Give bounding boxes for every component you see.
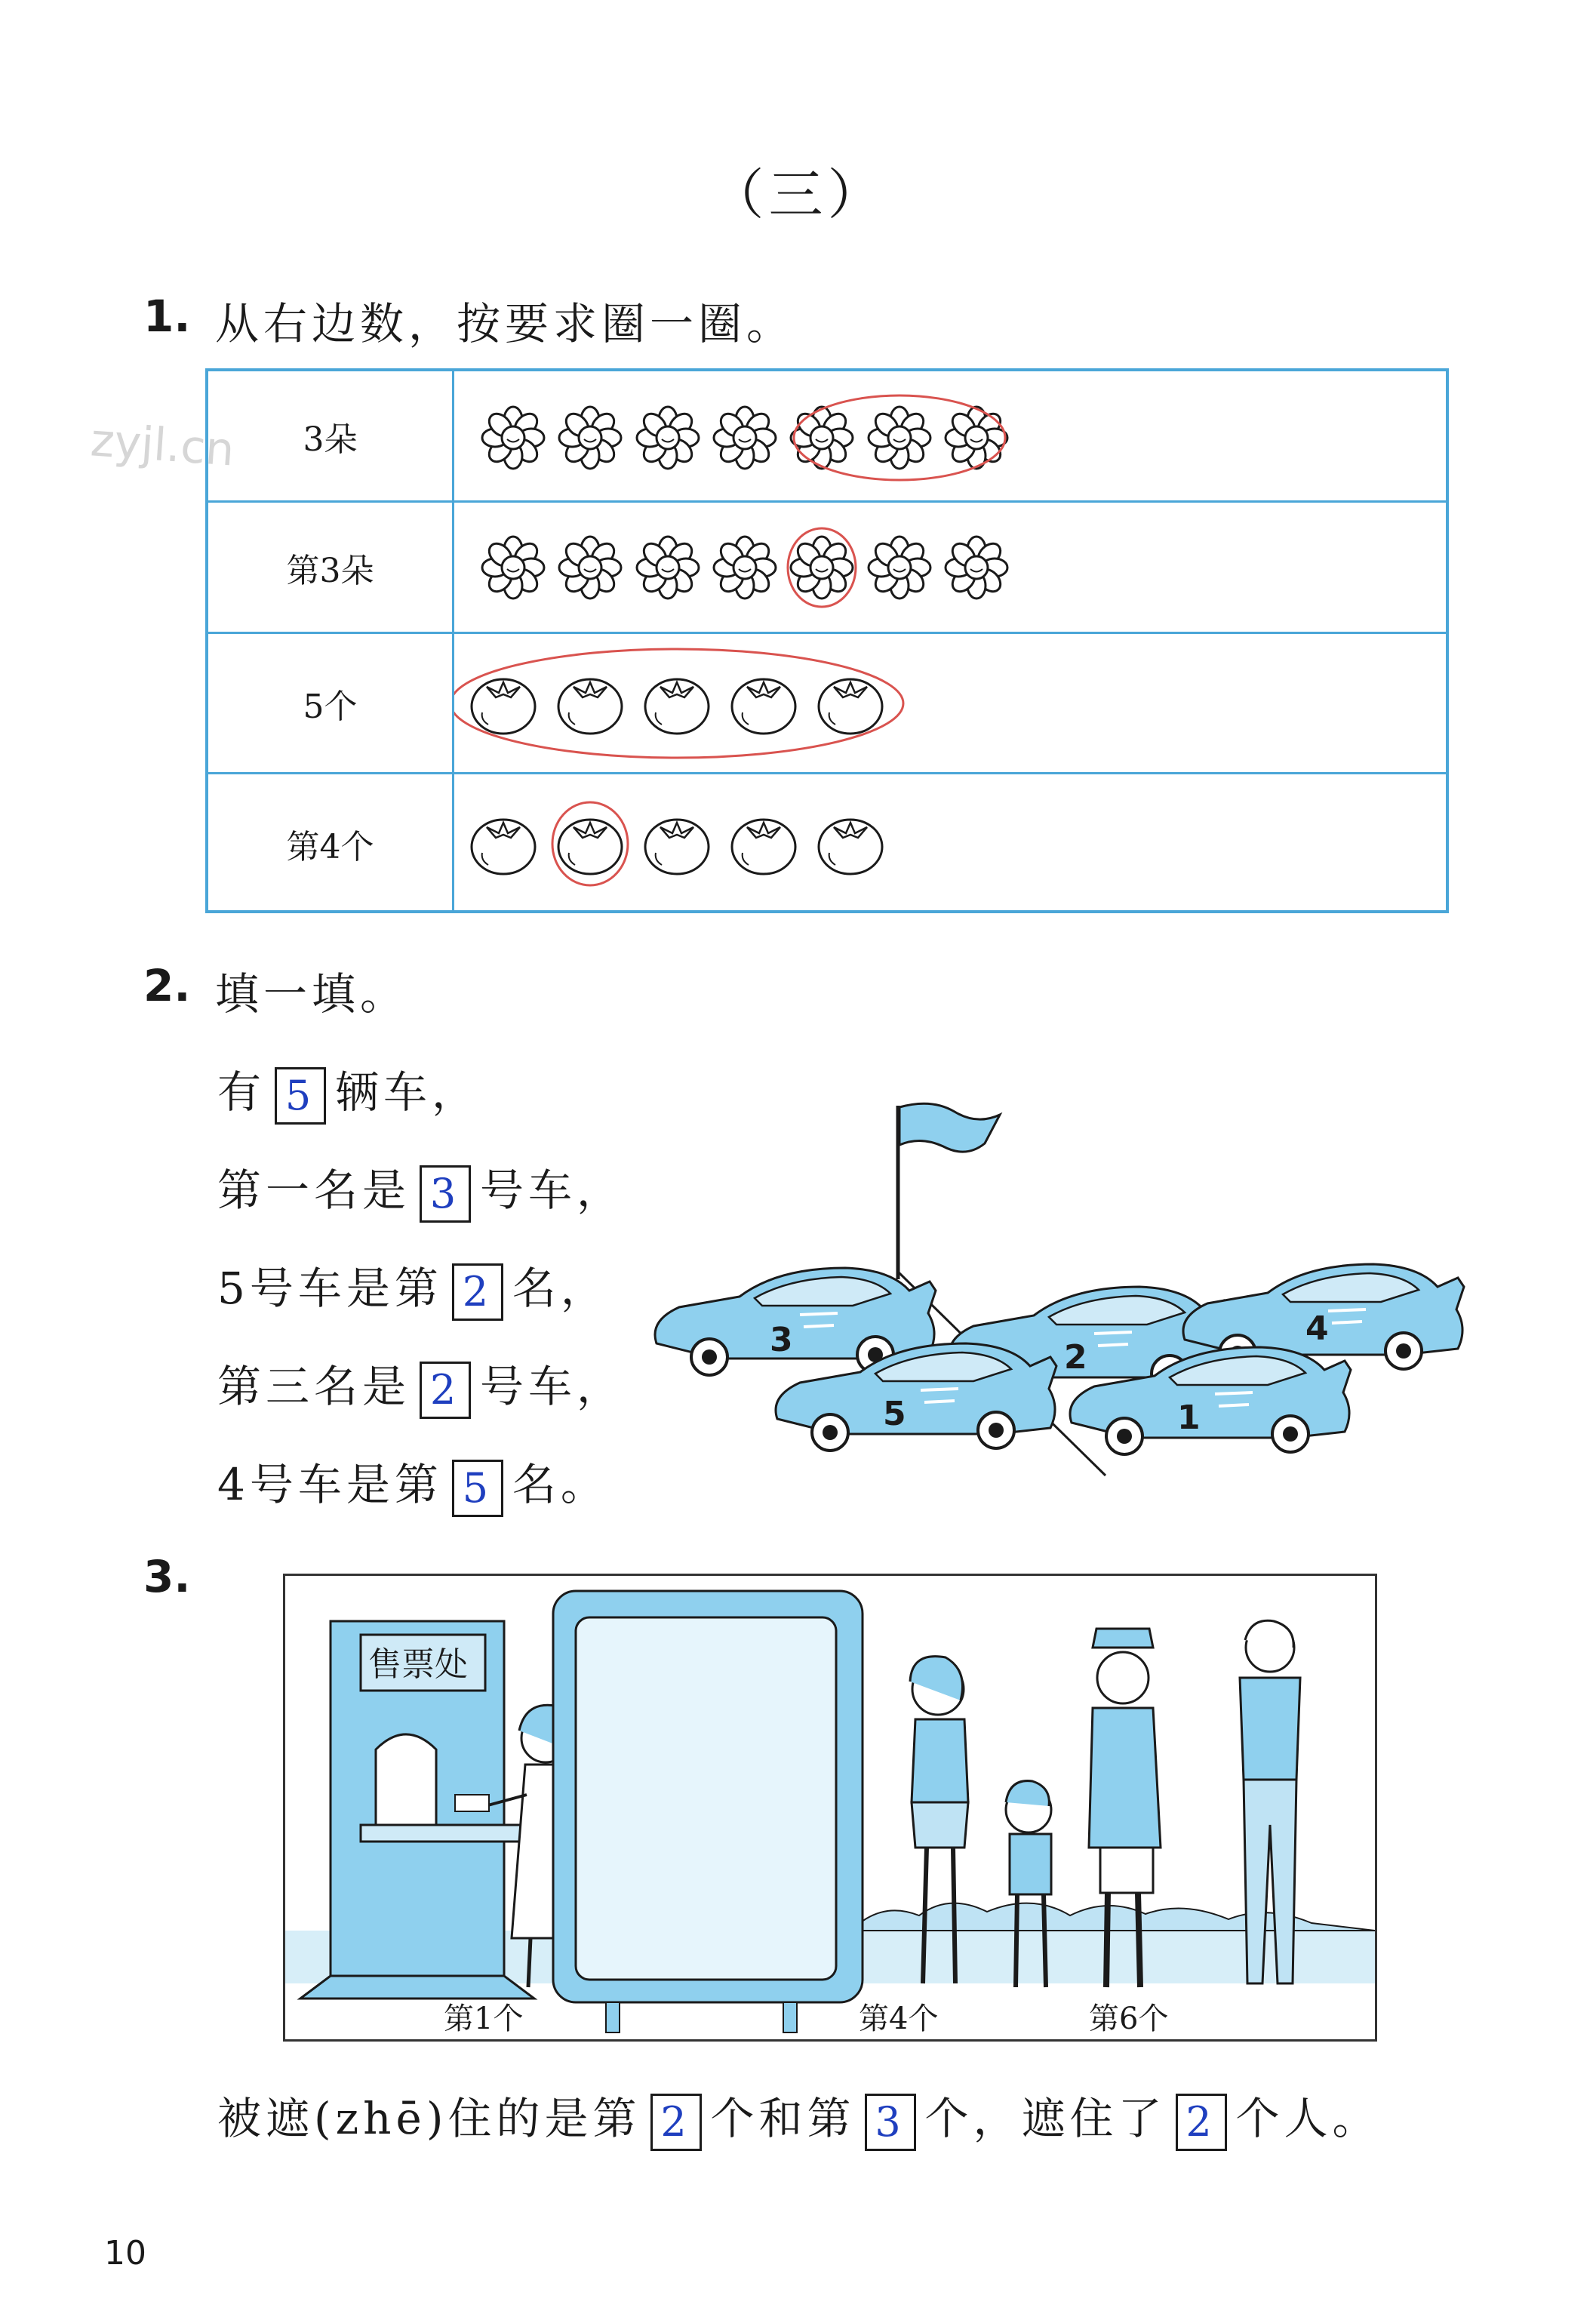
ticket-sign: 售票处 <box>368 1645 468 1684</box>
answer-box[interactable]: 3 <box>420 1165 471 1223</box>
svg-text:3: 3 <box>770 1321 793 1359</box>
position-label: 第4个 <box>859 2002 939 2036</box>
svg-text:5: 5 <box>883 1395 906 1433</box>
flower-row <box>454 503 1446 632</box>
fill-line <box>217 1057 480 1125</box>
flower-row-graphic <box>454 503 1449 634</box>
fill-line <box>217 1253 609 1321</box>
tomato-icon <box>732 820 795 874</box>
table-row <box>208 371 1446 503</box>
answer-box[interactable]: 2 <box>420 1362 471 1419</box>
flower-icon <box>559 537 621 599</box>
tomato-icon <box>819 820 882 874</box>
flower-icon <box>869 407 930 469</box>
question-1-prompt: 从右边数，按要求圈一圈。 <box>215 298 795 349</box>
tomato-icon <box>472 820 535 874</box>
row-label: 第4个 <box>208 774 454 913</box>
fill-text: 第一名是 <box>217 1165 411 1216</box>
car-race-illustration <box>645 1098 1468 1491</box>
question-2-prompt: 填一填。 <box>215 968 409 1020</box>
table-row <box>208 634 1446 774</box>
fill-text: 号车， <box>480 1361 626 1412</box>
flower-icon <box>791 537 853 599</box>
fill-text: 被遮(zhē)住的是第 <box>217 2093 641 2144</box>
fill-line <box>217 1351 625 1419</box>
flower-icon <box>559 407 621 469</box>
fill-text: 有 <box>217 1066 266 1118</box>
question-1-number: 1. <box>143 291 191 342</box>
table-row <box>208 503 1446 634</box>
row-label: 5个 <box>208 634 454 772</box>
fill-text: 辆车， <box>335 1066 481 1118</box>
answer-box[interactable]: 3 <box>865 2094 916 2151</box>
queue-scene-graphic <box>285 1576 1375 2039</box>
question-3-sentence <box>217 2083 1381 2151</box>
tomato-icon <box>472 679 535 734</box>
tomato-icon <box>645 679 709 734</box>
row-label: 第3朵 <box>208 503 454 632</box>
question-3-number: 3. <box>143 1551 191 1602</box>
flower-icon <box>791 407 853 469</box>
fill-text: 第三名是 <box>217 1361 411 1412</box>
svg-text:1: 1 <box>1177 1399 1201 1437</box>
tomato-row <box>454 634 1446 772</box>
fill-text: 个，遮住了 <box>924 2093 1167 2144</box>
row-label: 3朵 <box>208 371 454 500</box>
answer-box[interactable]: 5 <box>275 1067 326 1125</box>
tomato-row-graphic <box>454 774 1449 913</box>
tomato-row-graphic <box>454 634 1449 774</box>
flower-icon <box>946 407 1007 469</box>
table-row <box>208 774 1446 913</box>
flower-icon <box>714 537 776 599</box>
fill-text: 名。 <box>512 1459 609 1510</box>
flower-row <box>454 371 1446 500</box>
tomato-icon <box>645 820 709 874</box>
fill-text: 4号车是第 <box>217 1459 443 1510</box>
fill-text: 号车， <box>480 1165 626 1216</box>
ticket-booth <box>300 1621 534 1999</box>
tomato-icon <box>732 679 795 734</box>
tomato-icon <box>558 679 622 734</box>
flower-icon <box>637 537 699 599</box>
fill-text: 5号车是第 <box>217 1263 443 1314</box>
answer-box[interactable]: 2 <box>650 2094 702 2151</box>
answer-box[interactable]: 2 <box>452 1263 503 1321</box>
answer-box[interactable]: 5 <box>452 1460 503 1517</box>
fill-line <box>217 1449 609 1517</box>
billboard <box>553 1591 863 2032</box>
fill-text: 个人。 <box>1235 2093 1381 2144</box>
tomato-row <box>454 774 1446 913</box>
fill-text: 名， <box>512 1263 609 1314</box>
watermark: zyjl.cn <box>88 414 236 477</box>
fill-text: 个和第 <box>710 2093 856 2144</box>
flower-icon <box>482 537 544 599</box>
tomato-icon <box>558 820 622 874</box>
flag-icon <box>899 1103 1000 1152</box>
counting-table <box>205 368 1449 913</box>
svg-text:4: 4 <box>1305 1309 1329 1348</box>
ticket-queue-illustration <box>283 1574 1377 2042</box>
flower-icon <box>946 537 1007 599</box>
position-label: 第1个 <box>444 2002 524 2036</box>
question-2-number: 2. <box>143 960 191 1011</box>
tomato-icon <box>819 679 882 734</box>
flower-row-graphic <box>454 371 1449 503</box>
svg-text:2: 2 <box>1064 1338 1087 1377</box>
page-title: （三） <box>709 163 887 226</box>
page-number: 10 <box>104 2234 146 2272</box>
bushes <box>851 1903 1375 1931</box>
flower-icon <box>869 537 930 599</box>
flower-icon <box>714 407 776 469</box>
answer-box[interactable]: 2 <box>1176 2094 1227 2151</box>
fill-line <box>217 1155 625 1223</box>
flower-icon <box>482 407 544 469</box>
position-label: 第6个 <box>1089 2002 1169 2036</box>
flower-icon <box>637 407 699 469</box>
